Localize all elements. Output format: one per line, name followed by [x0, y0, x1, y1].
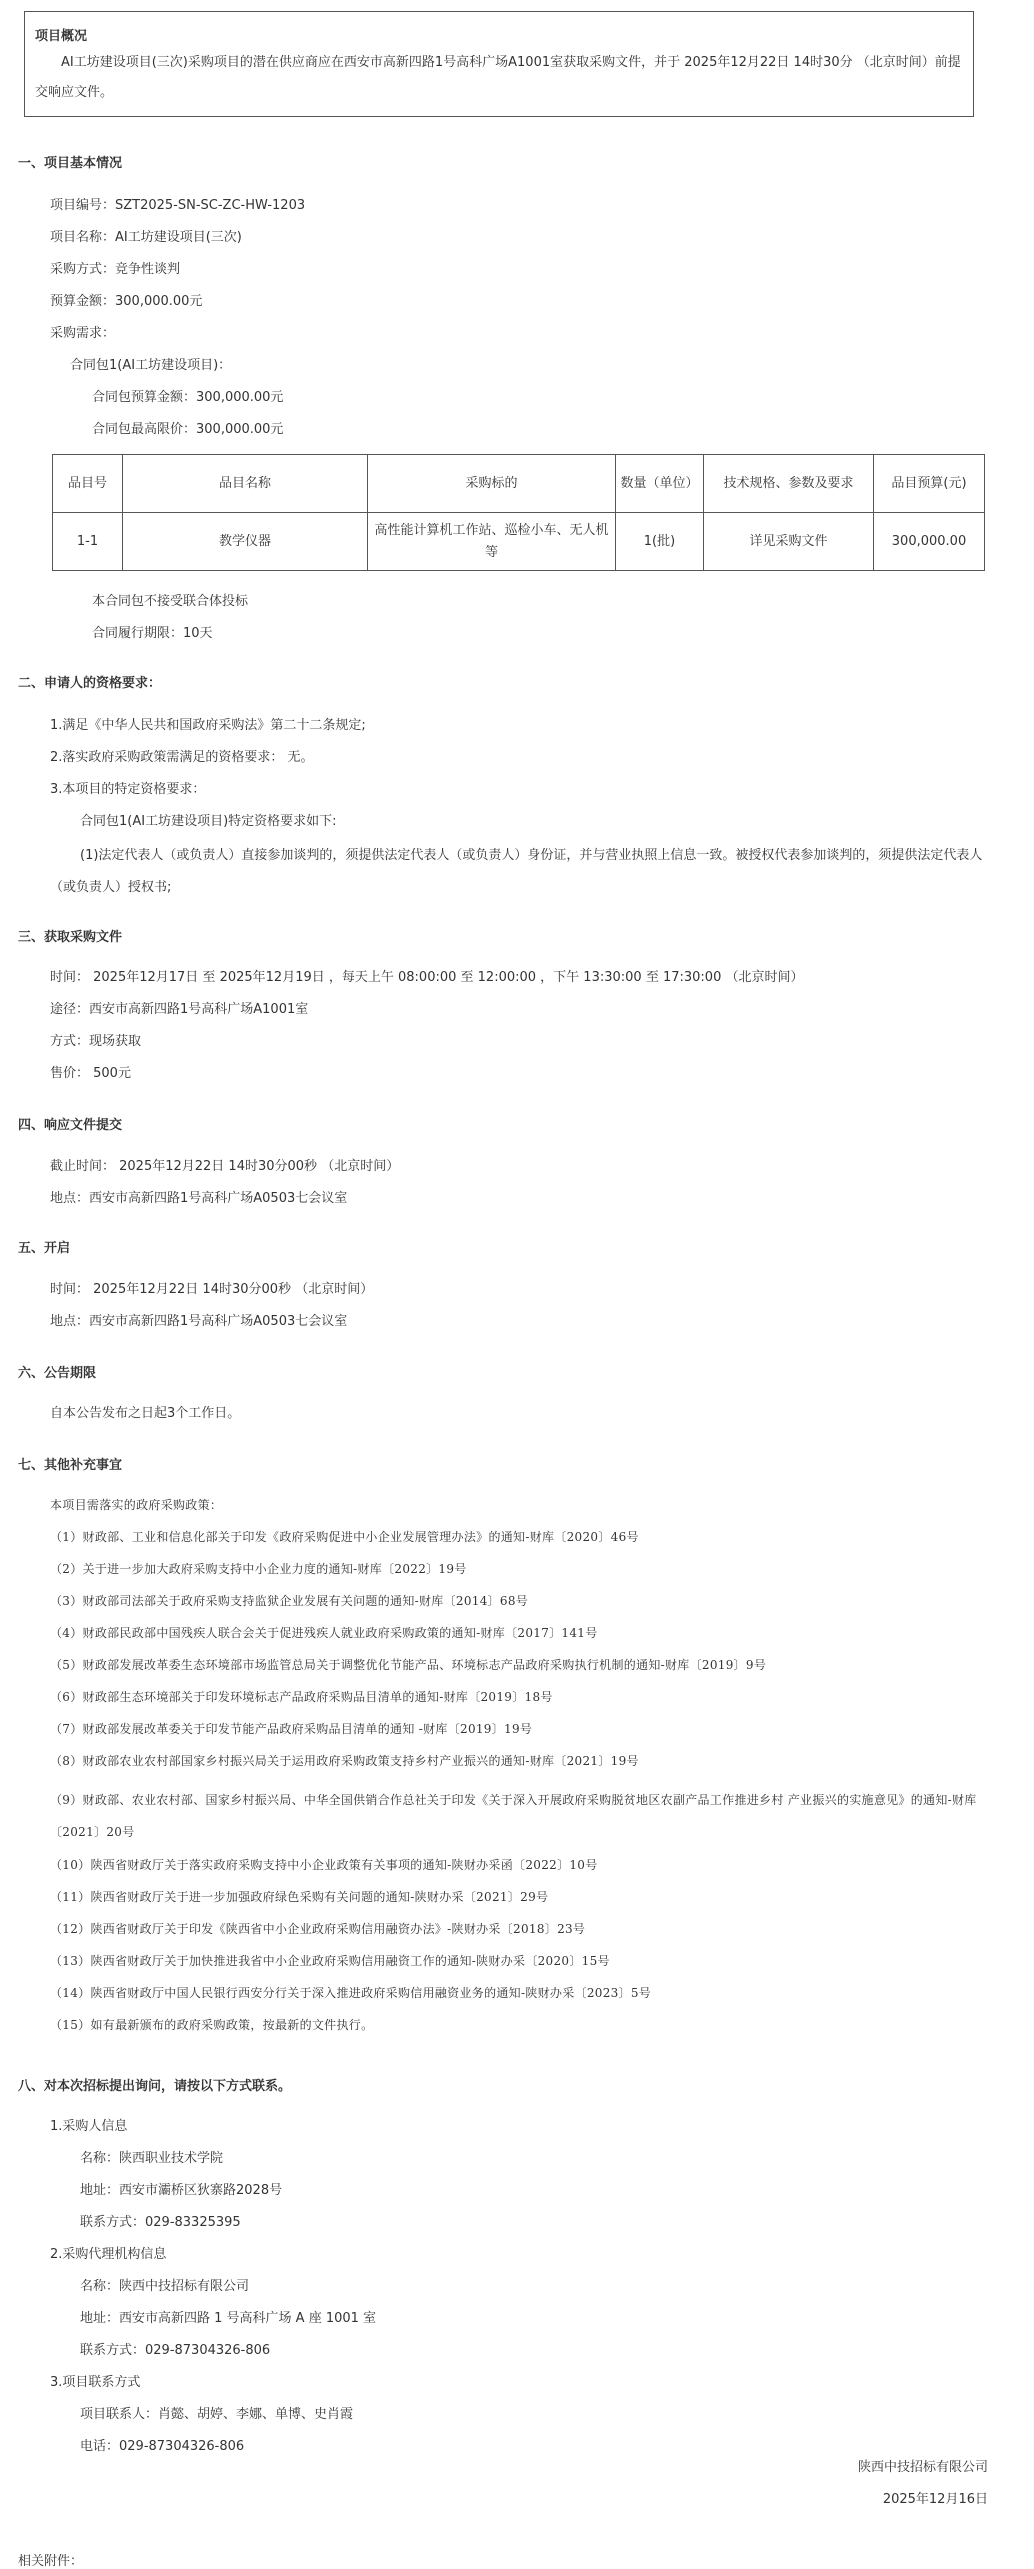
policy-item-15: （15）如有最新颁布的政府采购政策，按最新的文件执行。: [50, 2018, 374, 2032]
table-header-row: [53, 455, 985, 513]
agent-name: 名称：陕西中技招标有限公司: [80, 2279, 250, 2294]
section-2-heading: 二、申请人的资格要求：: [18, 676, 162, 691]
section-7-heading: 七、其他补充事宜: [18, 1458, 123, 1473]
buyer-address: 地址：西安市灞桥区狄寨路2028号: [80, 2183, 283, 2198]
section-4-heading: 四、响应文件提交: [18, 1118, 123, 1133]
qualification-item-3: 3.本项目的特定资格要求：: [50, 782, 206, 797]
policy-item-6: （6）财政部生态环境部关于印发环境标志产品政府采购品目清单的通知-财库〔2019〕18号: [50, 1690, 553, 1704]
policy-item-8: （8）财政部农业农村部国家乡村振兴局关于运用政府采购政策支持乡村产业振兴的通知-财库〔2021〕19号: [50, 1754, 639, 1768]
cell-subject: 高性能计算机工作站、巡检小车、无人机等: [368, 513, 616, 571]
qualification-item-1: 1.满足《中华人民共和国政府采购法》第二十二条规定;: [50, 718, 366, 733]
section-3-heading: 三、获取采购文件: [18, 930, 123, 945]
procurement-demand: 采购需求：: [50, 326, 116, 341]
section-1-heading: 一、项目基本情况: [18, 156, 123, 171]
contact-phone: 电话：029-87304326-806: [80, 2439, 245, 2454]
package-budget: 合同包预算金额：300,000.00元: [92, 390, 284, 405]
header-subject: 采购标的: [368, 455, 616, 513]
policy-item-14: （14）陕西省财政厅中国人民银行西安分行关于深入推进政府采购信用融资业务的通知-陕财办采〔2023〕5号: [50, 1986, 652, 2000]
project-name: 项目名称：AI工坊建设项目(三次): [50, 230, 242, 245]
header-item-no: 品目号: [53, 455, 123, 513]
project-number: 项目编号：SZT2025-SN-SC-ZC-HW-1203: [50, 198, 306, 213]
policy-intro: 本项目需落实的政府采购政策：: [50, 1498, 223, 1512]
procurement-method: 采购方式：竞争性谈判: [50, 262, 181, 277]
policy-item-11: （11）陕西省财政厅关于进一步加强政府绿色采购有关问题的通知-陕财办采〔2021〕29号: [50, 1890, 549, 1904]
table-row: [53, 513, 985, 571]
header-item-budget: 品目预算(元): [874, 455, 985, 513]
buyer-name: 名称：陕西职业技术学院: [80, 2151, 224, 2166]
header-specs: 技术规格、参数及要求: [704, 455, 874, 513]
signature-date: 2025年12月16日: [882, 2492, 988, 2507]
contact-people: 项目联系人：肖懿、胡婷、李娜、单博、史肖霞: [80, 2407, 354, 2422]
buyer-info-title: 1.采购人信息: [50, 2119, 128, 2134]
section-5-heading: 五、开启: [18, 1241, 71, 1256]
policy-item-10: （10）陕西省财政厅关于落实政府采购支持中小企业政策有关事项的通知-陕财办采函〔2022〕10号: [50, 1858, 598, 1872]
signature-company: 陕西中技招标有限公司: [857, 2460, 988, 2475]
contract-period: 合同履行期限：10天: [92, 626, 213, 641]
items-table: [52, 454, 985, 571]
cell-item-name: 教学仪器: [123, 513, 368, 571]
submission-place: 地点：西安市高新四路1号高科广场A0503七会议室: [50, 1191, 348, 1206]
opening-place: 地点：西安市高新四路1号高科广场A0503七会议室: [50, 1314, 348, 1329]
policy-item-5: （5）财政部发展改革委生态环境部市场监管总局关于调整优化节能产品、环境标志产品政府采购执行机制的通知-财库〔2019〕9号: [50, 1658, 767, 1672]
header-quantity: 数量（单位）: [616, 455, 704, 513]
cell-item-no: 1-1: [53, 513, 123, 571]
obtain-time: 时间： 2025年12月17日 至 2025年12月19日 ，每天上午 08:00:00 至 12:00:00 ，下午 13:30:00 至 17:30:00 （北京时间）: [50, 970, 804, 985]
policy-item-13: （13）陕西省财政厅关于加快推进我省中小企业政府采购信用融资工作的通知-陕财办采〔2020〕15号: [50, 1954, 610, 1968]
policy-item-4: （4）财政部民政部中国残疾人联合会关于促进残疾人就业政府采购政策的通知-财库〔2017〕141号: [50, 1626, 598, 1640]
section-6-heading: 六、公告期限: [18, 1366, 97, 1381]
policy-item-12: （12）陕西省财政厅关于印发《陕西省中小企业政府采购信用融资办法》-陕财办采〔2018〕23号: [50, 1922, 586, 1936]
policy-item-7: （7）财政部发展改革委关于印发节能产品政府采购品目清单的通知 -财库〔2019〕19号: [50, 1722, 533, 1736]
contract-package: 合同包1(AI工坊建设项目)：: [70, 358, 232, 373]
agent-info-title: 2.采购代理机构信息: [50, 2247, 167, 2262]
overview-title: 项目概况: [35, 29, 88, 44]
no-union-note: 本合同包不接受联合体投标: [92, 594, 249, 609]
qualification-item-2: 2.落实政府采购政策需满足的资格要求： 无。: [50, 750, 314, 765]
document-price: 售价： 500元: [50, 1066, 131, 1081]
policy-item-3: （3）财政部司法部关于政府采购支持监狱企业发展有关问题的通知-财库〔2014〕68号: [50, 1594, 529, 1608]
cell-quantity: 1(批): [616, 513, 704, 571]
package-max-price: 合同包最高限价：300,000.00元: [92, 422, 284, 437]
agent-address: 地址：西安市高新四路 1 号高科广场 A 座 1001 室: [80, 2311, 377, 2326]
special-requirement-package: 合同包1(AI工坊建设项目)特定资格要求如下:: [80, 814, 337, 829]
overview-text: AI工坊建设项目(三次)采购项目的潜在供应商应在西安市高新四路1号高科广场A1001室获取采购文件，并于 2025年12月22日 14时30分 （北京时间）前提交响应文件。: [35, 55, 961, 100]
budget-amount: 预算金额：300,000.00元: [50, 294, 203, 309]
header-item-name: 品目名称: [123, 455, 368, 513]
project-overview-box: [24, 11, 974, 117]
agent-phone: 联系方式：029-87304326-806: [80, 2343, 271, 2358]
cell-specs: 详见采购文件: [704, 513, 874, 571]
section-8-heading: 八、对本次招标提出询问，请按以下方式联系。: [18, 2079, 292, 2094]
policy-item-9: （9）财政部、农业农村部、国家乡村振兴局、中华全国供销合作总社关于印发《关于深入开展政府采购脱贫地区农副产品工作推进乡村 产业振兴的实施意见》的通知-财库〔2021〕20号: [50, 1793, 977, 1839]
submission-deadline: 截止时间： 2025年12月22日 14时30分00秒 （北京时间）: [50, 1159, 400, 1174]
policy-item-1: （1）财政部、工业和信息化部关于印发《政府采购促进中小企业发展管理办法》的通知-财库〔2020〕46号: [50, 1530, 639, 1544]
policy-item-2: （2）关于进一步加大政府采购支持中小企业力度的通知-财库〔2022〕19号: [50, 1562, 467, 1576]
obtain-way: 途径：西安市高新四路1号高科广场A1001室: [50, 1002, 309, 1017]
contact-title: 3.项目联系方式: [50, 2375, 141, 2390]
opening-time: 时间： 2025年12月22日 14时30分00秒 （北京时间）: [50, 1282, 374, 1297]
obtain-mode: 方式：现场获取: [50, 1034, 142, 1049]
buyer-phone: 联系方式：029-83325395: [80, 2215, 241, 2230]
cell-item-budget: 300,000.00: [874, 513, 985, 571]
special-requirement-1: (1)法定代表人（或负责人）直接参加谈判的，须提供法定代表人（或负责人）身份证，并与营业执照上信息一致。被授权代表参加谈判的，须提供法定代表人（或负责人）授权书;: [50, 848, 983, 895]
announcement-period: 自本公告发布之日起3个工作日。: [50, 1406, 241, 1421]
attachments-label: 相关附件：: [18, 2554, 84, 2569]
